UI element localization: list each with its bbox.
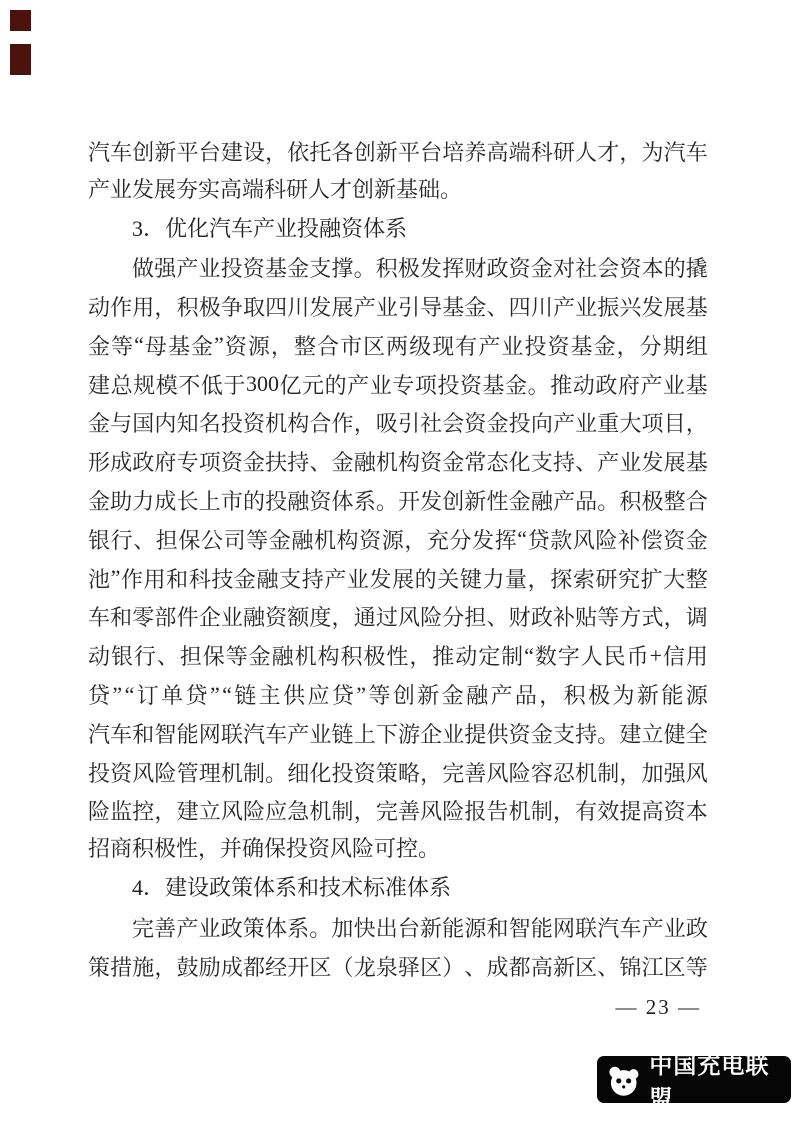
text-line: 金 等 “ 母 基 金 ” 资 源 ， 整 合 市 区 两 级 现 有 产 业 投 资 基 金 ， 分 期 组 — [88, 332, 708, 359]
watermark-badge — [597, 1051, 791, 1111]
text-line: 金 助 力 成 长 上 市 的 投 融 资 体 系 。 开 发 创 新 性 金 融 产 品 。 积 极 整 合 — [88, 489, 708, 515]
text-line: 形 成 政 府 专 项 资 金 扶 持 、 金 融 机 构 资 金 常 态 化 支 持 、 产 业 发 展 基 — [88, 450, 708, 476]
text-line: 银 行 、 担 保 公 司 等 金 融 机 构 资 源 ， 充 分 发 挥 “ 贷 款 风 险 补 偿 资 金 — [88, 526, 708, 553]
text-line: 险 监 控 ， 建 立 风 险 应 急 机 制 ， 完 善 风 险 报 告 机 制 ， 有 效 提 高 资 本 — [88, 799, 708, 825]
watermark-label: 中国充电联盟 — [649, 1051, 770, 1111]
text-line: 建 总 规 模 不 低 于 300 亿 元 的 产 业 专 项 投 资 基 金 。 推 动 政 府 产 业 基 — [88, 371, 708, 398]
red-seal-fragment-top — [10, 10, 31, 31]
section-heading: 4．建设政策体系和技术标准体系 — [132, 875, 452, 901]
red-seal-fragment-bottom — [10, 44, 31, 75]
text-line: 车 和 零 部 件 企 业 融 资 额 度 ， 通 过 风 险 分 担 、 财 政 补 贴 等 方 式 ， 调 — [88, 605, 708, 631]
text-line: 动 银 行 、 担 保 等 金 融 机 构 积 极 性 ， 推 动 定 制 “ 数 字 人 民 币 + 信 用 — [88, 642, 708, 670]
text-line: 汽 车 创 新 平 台 建 设 ， 依 托 各 创 新 平 台 培 养 高 端 科 研 人 才 ， 为 汽 车 — [88, 139, 708, 165]
text-line: 招商积极性，并确保投资风险可控。 — [88, 836, 441, 862]
section-heading: 3．优化汽车产业投融资体系 — [132, 215, 408, 241]
text-line: 金 与 国 内 知 名 投 资 机 构 合 作 ， 吸 引 社 会 资 金 投 向 产 业 重 大 项 目 ， — [88, 411, 708, 437]
text-line: 池 ” 作 用 和 科 技 金 融 支 持 产 业 发 展 的 关 键 力 量 ， 探 索 研 究 扩 大 整 — [88, 565, 708, 592]
document-body — [88, 132, 708, 986]
text-line: 动 作 用 ， 积 极 争 取 四 川 发 展 产 业 引 导 基 金 、 四 川 产 业 振 兴 发 展 基 — [88, 295, 708, 321]
text-line: 策 措 施 ， 鼓 励 成 都 经 开 区 （ 龙 泉 驿 区 ） 、 成 都 高 新 区 、 锦 江 区 等 — [88, 954, 708, 980]
text-line: 做 强 产 业 投 资 基 金 支 撑 。 积 极 发 挥 财 政 资 金 对 社 会 资 本 的 撬 — [132, 256, 708, 282]
page-number: — 23 — — [615, 995, 701, 1019]
text-line: 汽 车 和 智 能 网 联 汽 车 产 业 链 上 下 游 企 业 提 供 资 金 支 持 。 建 立 健 全 — [88, 721, 708, 747]
text-line: 完 善 产 业 政 策 体 系 。 加 快 出 台 新 能 源 和 智 能 网 联 汽 车 产 业 政 — [132, 915, 708, 941]
panda-logo-icon — [606, 1062, 641, 1098]
text-line: 投 资 风 险 管 理 机 制 。 细 化 投 资 策 略 ， 完 善 风 险 容 忍 机 制 ， 加 强 风 — [88, 760, 708, 786]
text-line: 贷 ” “ 订 单 贷 ” “ 链 主 供 应 贷 ” 等 创 新 金 融 产 品 ， 积 极 为 新 能 源 — [88, 681, 708, 709]
text-line: 产业发展夯实高端科研人才创新基础。 — [88, 176, 463, 202]
